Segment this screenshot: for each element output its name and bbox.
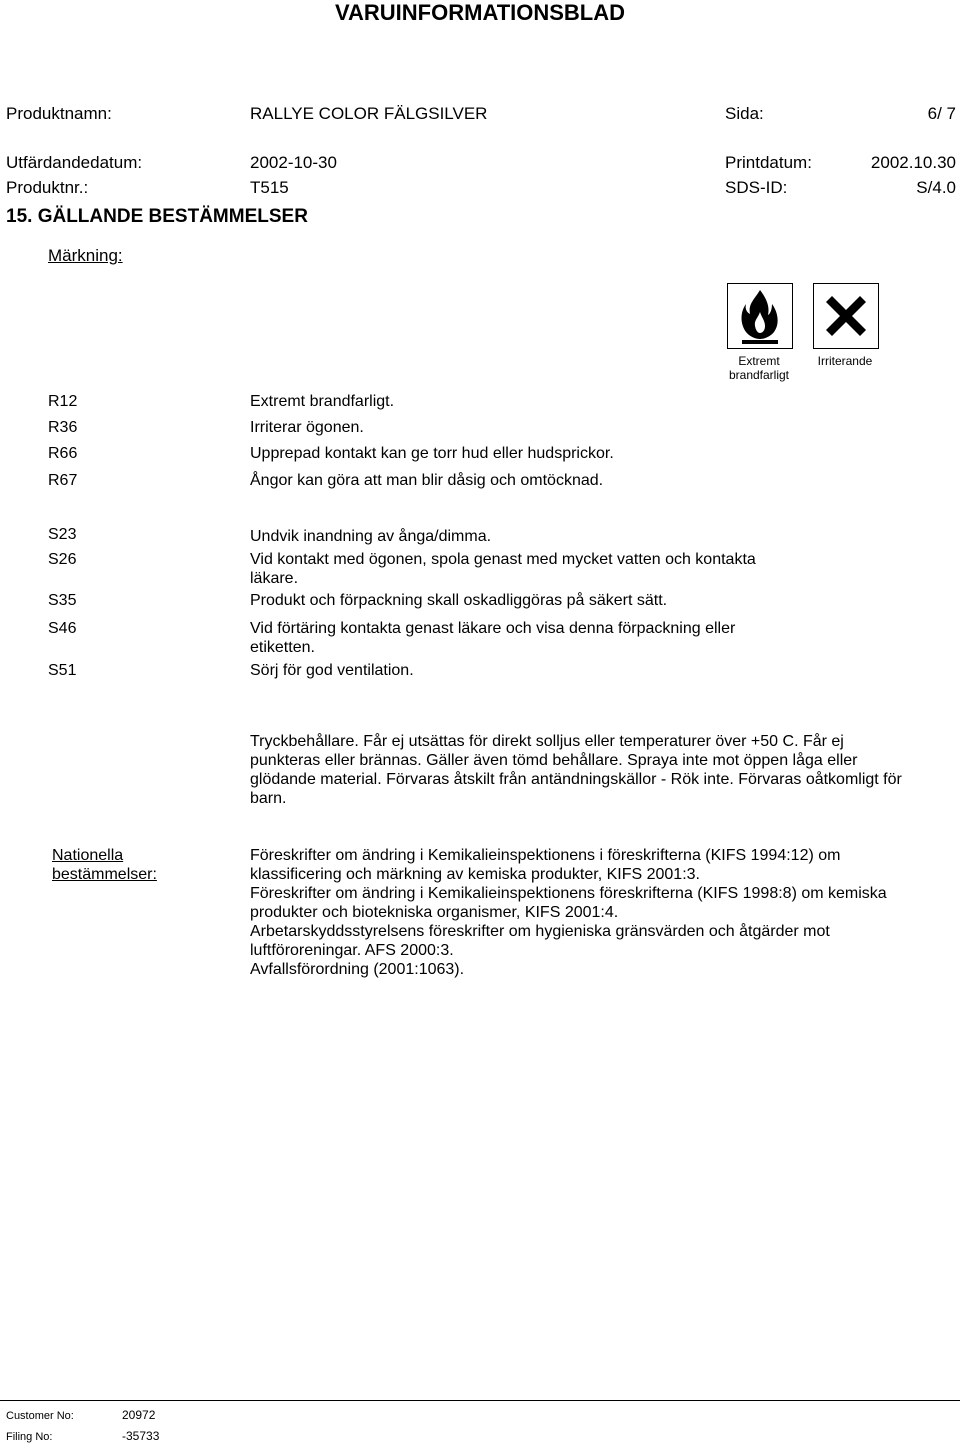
- print-date: 2002.10.30: [870, 153, 956, 172]
- s-code: S35: [48, 592, 77, 609]
- issue-date-label: Utfärdandedatum:: [6, 153, 143, 172]
- flammable-caption-2: brandfarligt: [728, 368, 790, 382]
- r-text: Ångor kan göra att man blir dåsig och omtöcknad.: [250, 472, 604, 489]
- r-code: R36: [48, 419, 78, 436]
- s-code: S46: [48, 620, 77, 637]
- footer-divider: [0, 1400, 960, 1401]
- national-label-cont: bestämmelser:: [52, 866, 157, 883]
- product-name: RALLYE COLOR FÄLGSILVER: [250, 104, 488, 123]
- sds-id: S/4.0: [916, 178, 956, 197]
- section-title: 15. GÄLLANDE BESTÄMMELSER: [6, 206, 308, 227]
- extra-text-line: glödande material. Förvaras åtskilt från antändningskällor - Rök inte. Förvaras oåtkomligt för: [250, 771, 902, 788]
- labeling-label: Märkning:: [48, 246, 123, 265]
- document-title: VARUINFORMATIONSBLAD: [334, 0, 626, 25]
- filing-no-label: Filing No:: [6, 1431, 53, 1443]
- extra-text-line: barn.: [250, 790, 287, 807]
- r-text: Upprepad kontakt kan ge torr hud eller hudsprickor.: [250, 445, 614, 462]
- r-text: Irriterar ögonen.: [250, 419, 364, 436]
- product-name-label: Produktnamn:: [6, 104, 112, 123]
- page-label: Sida:: [725, 104, 764, 123]
- r-code: R66: [48, 445, 78, 462]
- flammable-caption-1: Extremt: [738, 354, 780, 368]
- s-code: S23: [48, 526, 77, 543]
- cross-icon: [814, 284, 878, 348]
- filing-no: -35733: [122, 1429, 160, 1443]
- s-text: Sörj för god ventilation.: [250, 662, 414, 679]
- national-text-line: Arbetarskyddsstyrelsens föreskrifter om hygieniska gränsvärden och åtgärder mot: [250, 923, 830, 940]
- national-text-line: Föreskrifter om ändring i Kemikalieinspektionens föreskrifterna (KIFS 1998:8) om kemiska: [250, 885, 887, 902]
- national-text-line: produkter och biotekniska organismer, KIFS 2001:4.: [250, 904, 619, 921]
- r-code: R67: [48, 472, 78, 489]
- customer-no-label: Customer No:: [6, 1410, 74, 1422]
- irritant-caption: Irriterande: [817, 354, 873, 368]
- r-code: R12: [48, 393, 78, 410]
- s-code: S51: [48, 662, 77, 679]
- national-text-line: luftföroreningar. AFS 2000:3.: [250, 942, 454, 959]
- s-code: S26: [48, 551, 77, 568]
- product-no-label: Produktnr.:: [6, 178, 89, 197]
- national-text-line: klassificering och märkning av kemiska produkter, KIFS 2001:3.: [250, 866, 700, 883]
- irritant-symbol: [813, 283, 879, 349]
- print-date-label: Printdatum:: [725, 153, 812, 172]
- s-text: Produkt och förpackning skall oskadliggöras på säkert sätt.: [250, 592, 668, 609]
- flame-icon: [728, 284, 792, 348]
- extra-text-line: punkteras eller brännas. Gäller även tömd behållare. Spraya inte mot öppen låga eller: [250, 752, 858, 769]
- page-number: 6/ 7: [927, 104, 956, 123]
- s-text: Vid kontakt med ögonen, spola genast med mycket vatten och kontakta: [250, 551, 756, 568]
- s-text: Undvik inandning av ånga/dimma.: [250, 528, 492, 545]
- extra-text-line: Tryckbehållare. Får ej utsättas för direkt solljus eller temperaturer över +50 C. Får ej: [250, 733, 844, 750]
- s-text-cont: läkare.: [250, 570, 299, 587]
- s-text-cont: etiketten.: [250, 639, 315, 656]
- national-text-line: Avfallsförordning (2001:1063).: [250, 961, 465, 978]
- national-text-line: Föreskrifter om ändring i Kemikalieinspektionens i föreskrifterna (KIFS 1994:12) om: [250, 847, 841, 864]
- r-text: Extremt brandfarligt.: [250, 393, 395, 410]
- national-label: Nationella: [52, 847, 124, 864]
- sds-id-label: SDS-ID:: [725, 178, 788, 197]
- s-text: Vid förtäring kontakta genast läkare och visa denna förpackning eller: [250, 620, 736, 637]
- issue-date: 2002-10-30: [250, 153, 337, 172]
- product-no: T515: [250, 178, 289, 197]
- customer-no: 20972: [122, 1408, 156, 1422]
- flammable-symbol: [727, 283, 793, 349]
